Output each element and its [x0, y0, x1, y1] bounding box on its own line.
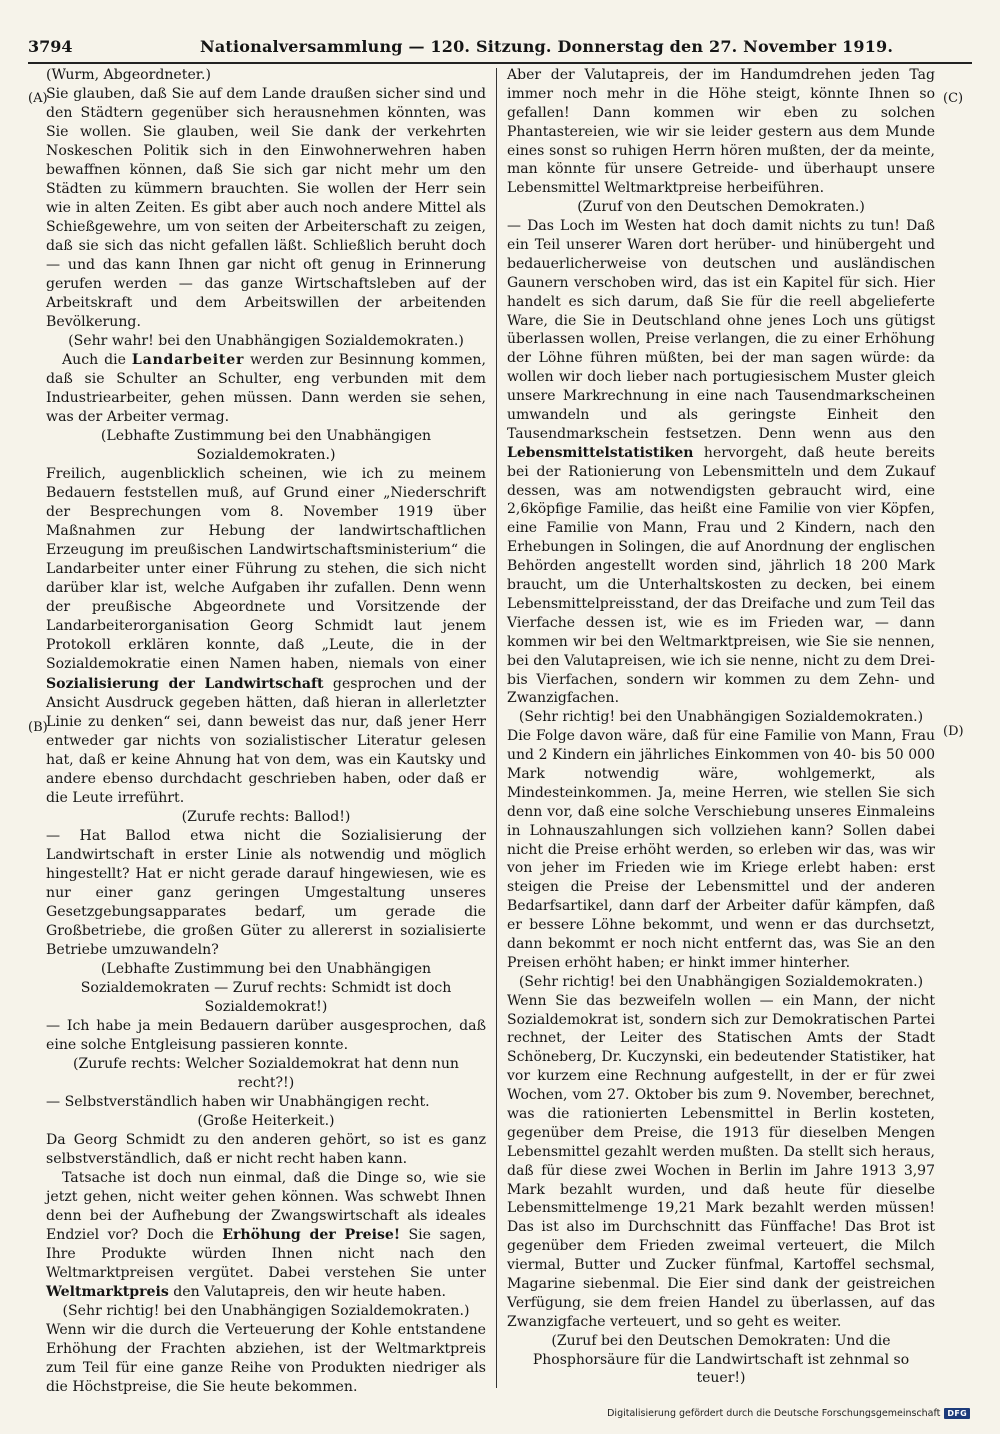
interjection: (Zurufe rechts: Ballod!)	[181, 808, 351, 825]
paragraph: Die Folge davon wäre, daß für eine Familie von Mann, Frau und 2 Kindern ein jährliches Einkommen von 40- bis 50 000 Mark notwendig wäre, wohlgemerkt, als Mindesteinkommen. Ja, meine Herren, wie stellen Sie sich denn vor, daß eine solche Verschiebung unseres Einmaleins in Lohnauszahlungen sich vollziehen kann? Sollen dabei nicht die Preise erhöht werden, so erleben wir das, was wir von jeher im Frieden wie im Kriege erlebt haben: erst steigen die Preise der Lebensmittel und der anderen Bedarfsartikel, dann darf der Arbeiter dafür kämpfen, daß er bessere Löhne bekommt, und wenn er das durchsetzt, dann bekommt er noch nicht entfernt das, was Sie an den Preisen erhöht haben; er hinkt immer hinterher.	[507, 728, 935, 971]
text-run: Sie sagen, Ihre Produkte würden Ihnen nicht nach den Weltmarktpreisen vergütet. Dabei verstehen Sie unter	[46, 1226, 486, 1281]
interjection: (Zurufe rechts: Welcher Sozialdemokrat hat denn nun recht?!)	[73, 1055, 459, 1091]
text-run: hervorgeht, daß heute bereits bei der Rationierung von Lebensmitteln und dem Zukauf dessen, was am notwendigsten gebraucht wird, eine 2,6köpfige Familie, das heißt eine Familie von vier Köpfen, eine Familie von Mann, Frau und 2 Kindern, nach den Erhebungen in Solingen, die auf Anordnung der englischen Behörden angestellt worden sind, jährlich 18 200 Mark braucht, um die Unterhaltskosten zu decken, bei einem Lebensmittelpreisstand, der das Dreifache und zum Teil das Vierfache dessen ist, wie es im Frieden war, — dann kommen wir bei den Weltmarktpreisen, wie Sie sie nennen, bei den Valutapreisen, wie ich sie nenne, nicht zu dem Drei- bis Vierfachen, sondern wir kommen zu dem Zehn- und Zwanzigfachen.	[507, 444, 935, 707]
interjection: (Zuruf bei den Deutschen Demokraten: Und die Phosphorsäure für die Landwirtschaft ist zehnmal so teuer!)	[532, 1332, 910, 1387]
interjection: (Zuruf von den Deutschen Demokraten.)	[577, 199, 865, 216]
paragraph: Da Georg Schmidt zu den anderen gehört, so ist es ganz selbstverständlich, daß er nicht recht haben kann.	[46, 1131, 486, 1167]
interjection: (Sehr richtig! bei den Unabhängigen Sozialdemokraten.)	[518, 709, 924, 726]
footer-credit	[607, 1408, 970, 1419]
emphasis: Erhöhung der Preise!	[222, 1226, 401, 1243]
text-run: — Das Loch im Westen hat doch damit nichts zu tun! Daß ein Teil unserer Waren dort herüber- und hinübergeht und bedauerlicherweise von deutschen und ausländischen Gaunern verschoben wird, das ist ein Kapitel für sich. Hier handelt es sich darum, daß Sie für die reell abgelieferte Ware, die Sie in Deutschland ohne jenes Loch uns gütigst überlassen wollen, Preise verlangen, die zu einer Erhöhung der Löhne führen müßten, bei der man sagen würde: da wollen wir doch lieber nach portugiesischem Muster gleich unsere Markrechnung in eine nach Tausendmarkscheinen umwandeln und als geringste Einheit den Tausendmarkschein festsetzen. Denn wenn aus den	[507, 218, 935, 442]
text-run: Auch die	[62, 352, 132, 369]
emphasis: Lebensmittelstatistiken	[507, 444, 694, 461]
dfg-logo: DFG	[944, 1408, 970, 1419]
speaker-label: (Wurm, Abgeordneter.)	[46, 67, 211, 83]
page-number: 3794	[28, 37, 73, 56]
paragraph: Wenn wir die durch die Verteuerung der Kohle entstandene Erhöhung der Frachten abziehen, ist der Weltmarktpreis zum Teil für eine ganze Reihe von Produkten niedriger als die Höchstpreise, die Sie heute bekommen.	[46, 1322, 486, 1396]
emphasis: Sozialisierung der Landwirtschaft	[46, 675, 324, 692]
interjection: (Sehr wahr! bei den Unabhängigen Sozialdemokraten.)	[68, 333, 464, 350]
text-run: Freilich, augenblicklich scheinen, wie ich zu meinem Bedauern feststellen muß, auf Grund einer „Niederschrift der Besprechungen vom 8. November 1919 über Maßnahmen zur Hebung der landwirtschaftlichen Erzeugung im preußischen Landwirtschaftsministerium“ die Landarbeiter unter einer Führung zu stehen, die sich nicht darüber klar ist, welche Aufgaben ihr zufallen. Denn wenn der preußische Abgeordnete und Vorsitzende der Landarbeiterorganisation Georg Schmidt laut jenem Protokoll erklären konnte, daß „Leute, die in der Sozialdemokratie einen Namen haben, niemals von einer	[46, 466, 486, 673]
paragraph: Sie glauben, daß Sie auf dem Lande draußen sicher sind und den Städtern gegenüber sich herausnehmen könnten, was Sie wollen. Sie glauben, weil Sie dank der verkehrten Noskeschen Politik sich in den Einwohnerwehren haben bewaffnen können, daß Sie sich gar nicht mehr um den Städten zu kümmern brauchten. Sie wollen der Herr sein wie in alten Zeiten. Es gibt aber auch noch andere Mittel als Schießgewehre, um von seiten der Arbeiterschaft zu zeigen, daß sie sich das nicht gefallen läßt. Schließlich beruht doch — und das kann Ihnen gar nicht oft genug in Erinnerung gerufen werden — das ganze Wirtschaftsleben auf der Arbeitskraft und dem Arbeitswillen der arbeitenden Bevölkerung.	[46, 86, 486, 331]
paragraph: Aber der Valutapreis, der im Handumdrehen jeden Tag immer noch mehr in die Höhe steigt, könnte Ihnen so gefallen! Dann kommen wir eben zu solchen Phantastereien, wie wir sie leider gestern aus dem Munde eines sonst so ruhigen Herrn hören mußten, der da meinte, man könnte für unsere Getreide- und überhaupt unsere Lebensmittel Weltmarktpreise herbeiführen.	[507, 67, 935, 197]
margin-mark-b: (B)	[28, 720, 48, 735]
margin-mark-a: (A)	[28, 91, 48, 106]
margin-mark-c: (C)	[943, 91, 964, 106]
paragraph	[46, 465, 486, 807]
paragraph: Wenn Sie das bezweifeln wollen — ein Mann, der nicht Sozialdemokrat ist, sondern sich zur Demokratischen Partei rechnet, der Leiter des Statischen Amts der Stadt Schöneberg, Dr. Kuczynski, ein bedeutender Statistiker, hat vor kurzem eine Rechnung aufgestellt, in der er für zwei Wochen, vom 27. Oktober bis zum 9. November, berechnet, was die rationierten Lebensmittel in Berlin kosteten, gegenüber dem Preise, die 1913 für dieselben Mengen Lebensmittel gezahlt werden mußten. Da stellt sich heraus, daß für diese zwei Wochen in Berlin im Jahre 1913 3,97 Mark bezahlt wurden, und daß heute für dieselbe Lebensmittelmenge 19,21 Mark bezahlt werden müssen! Das ist also im Durchschnitt das Fünffache! Das Brot ist gegenüber dem Frieden zweimal verteuert, die Milch viermal, Butter und Zucker fünfmal, Kartoffel sechsmal, Magarine siebenmal. Die Eier sind dank der geistreichen Verfügung, sie dem freien Handel zu überlassen, auf das Zwanzigfache verteuert, und so geht es weiter.	[507, 992, 935, 1330]
left-column	[46, 66, 486, 1397]
paragraph	[46, 351, 486, 427]
interjection: (Lebhafte Zustimmung bei den Unabhängigen Sozialdemokraten — Zuruf rechts: Schmidt ist doch Sozialdemokrat!)	[80, 960, 452, 1015]
interjection: (Lebhafte Zustimmung bei den Unabhängigen Sozialdemokraten.)	[100, 428, 432, 464]
column-divider	[496, 68, 497, 1388]
emphasis: Landarbeiter	[131, 352, 245, 369]
footer-text: Digitalisierung gefördert durch die Deutsche Forschungsgemeinschaft	[607, 1408, 941, 1419]
running-title: Nationalversammlung — 120. Sitzung. Donnerstag den 27. November 1919.	[200, 37, 894, 56]
interjection: (Sehr richtig! bei den Unabhängigen Sozialdemokraten.)	[518, 973, 924, 990]
interjection: (Sehr richtig! bei den Unabhängigen Sozialdemokraten.)	[62, 1303, 470, 1320]
paragraph: — Ich habe ja mein Bedauern darüber ausgesprochen, daß eine solche Entgleisung passieren konnte.	[46, 1017, 486, 1053]
text-run: den Valutapreis, den wir heute haben.	[168, 1284, 447, 1300]
emphasis: Weltmarktpreis	[46, 1284, 169, 1300]
text-run: Tatsache ist doch nun einmal, daß die Dinge so, wie sie jetzt gehen, nicht weiter gehen können. Was schwebt Ihnen denn bei der Aufhebung der Zwangswirtschaft als ideales Endziel vor? Doch die	[46, 1169, 486, 1243]
paragraph: — Selbstverständlich haben wir Unabhängigen recht.	[46, 1093, 430, 1110]
right-column	[507, 66, 935, 1388]
text-run: gesprochen und der Ansicht Ausdruck gegeben hätten, daß hieran in allerletzter Linie zu denken“ sei, dann beweist das nur, daß jener Herr entweder gar nichts von sozialistischer Literatur gelesen hat, daß er keine Ahnung hat von dem, was ein Kautsky und andere ebenso durchdacht geschrieben haben, oder daß er die Leute irreführt.	[46, 675, 486, 806]
paragraph	[46, 1169, 486, 1302]
header-rule	[28, 62, 972, 64]
interjection: (Große Heiterkeit.)	[197, 1112, 335, 1129]
paragraph	[507, 217, 935, 708]
paragraph: — Hat Ballod etwa nicht die Sozialisierung der Landwirtschaft in erster Linie als notwendig und möglich hingestellt? Hat er nicht gerade darauf hingewiesen, wie es nur einer ganz geringen Umgestaltung unseres Gesetzgebungsapparates bedarf, um gerade die Großbetriebe, die großen Güter zu allererst in sozialisierte Betriebe umzuwandeln?	[46, 827, 486, 958]
text-run: werden zur Besinnung kommen, daß sie Schulter an Schulter, eng verbunden mit dem Industriearbeiter, gehen müssen. Dann werden sie sehen, was der Arbeiter vermag.	[46, 352, 486, 426]
margin-mark-d: (D)	[943, 724, 964, 739]
